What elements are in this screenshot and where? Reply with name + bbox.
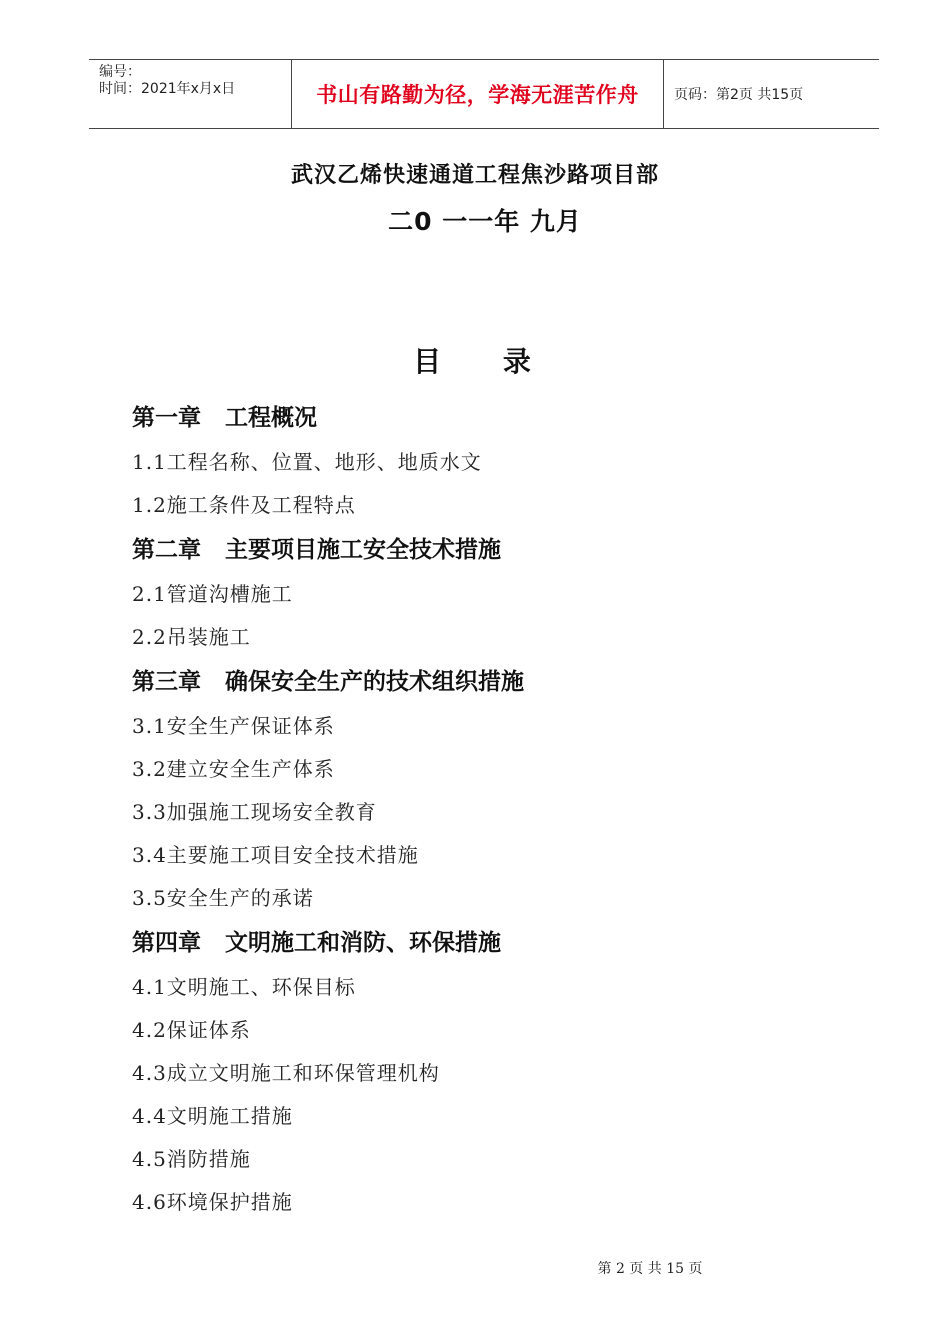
toc-chapter[interactable]: 第四章 文明施工和消防、环保措施 — [132, 930, 502, 956]
time-label: 时间：2021年x月x日 — [99, 81, 236, 97]
toc-chapter[interactable]: 第二章 主要项目施工安全技术措施 — [132, 537, 502, 563]
toc-item[interactable]: 4.5消防措施 — [132, 1147, 251, 1171]
toc-item[interactable]: 3.4主要施工项目安全技术措施 — [132, 843, 419, 867]
toc-item[interactable]: 4.4文明施工措施 — [132, 1104, 293, 1128]
header-meta — [89, 60, 291, 128]
toc-item[interactable]: 2.1管道沟槽施工 — [132, 582, 293, 606]
toc-title: 目 录 — [413, 345, 557, 378]
toc-item[interactable]: 3.3加强施工现场安全教育 — [132, 800, 377, 824]
document-date: 二0 一一年 九月 — [388, 207, 582, 236]
toc-item[interactable]: 4.1文明施工、环保目标 — [132, 975, 356, 999]
toc-item[interactable]: 4.6环境保护措施 — [132, 1190, 293, 1214]
toc-item[interactable]: 3.1安全生产保证体系 — [132, 714, 335, 738]
page-footer: 第 2 页 共 15 页 — [597, 1261, 703, 1277]
org-name: 武汉乙烯快速通道工程焦沙路项目部 — [290, 163, 659, 188]
toc-item[interactable]: 4.3成立文明施工和环保管理机构 — [132, 1061, 440, 1085]
toc-item[interactable]: 3.2建立安全生产体系 — [132, 757, 335, 781]
header-motto: 书山有路勤为径，学海无涯苦作舟 — [291, 60, 664, 128]
toc-item[interactable]: 1.2施工条件及工程特点 — [132, 493, 356, 517]
toc-chapter[interactable]: 第一章 工程概况 — [132, 405, 318, 431]
toc-item[interactable]: 2.2吊装施工 — [132, 625, 251, 649]
toc-chapter[interactable]: 第三章 确保安全生产的技术组织措施 — [132, 669, 525, 695]
toc-item[interactable]: 1.1工程名称、位置、地形、地质水文 — [132, 450, 482, 474]
number-label: 编号： — [99, 64, 141, 80]
toc-item[interactable]: 3.5安全生产的承诺 — [132, 886, 314, 910]
page-header — [89, 59, 879, 129]
toc-item[interactable]: 4.2保证体系 — [132, 1018, 251, 1042]
table-of-contents — [132, 395, 892, 1224]
header-page-info: 页码：第2页 共15页 — [674, 87, 804, 103]
